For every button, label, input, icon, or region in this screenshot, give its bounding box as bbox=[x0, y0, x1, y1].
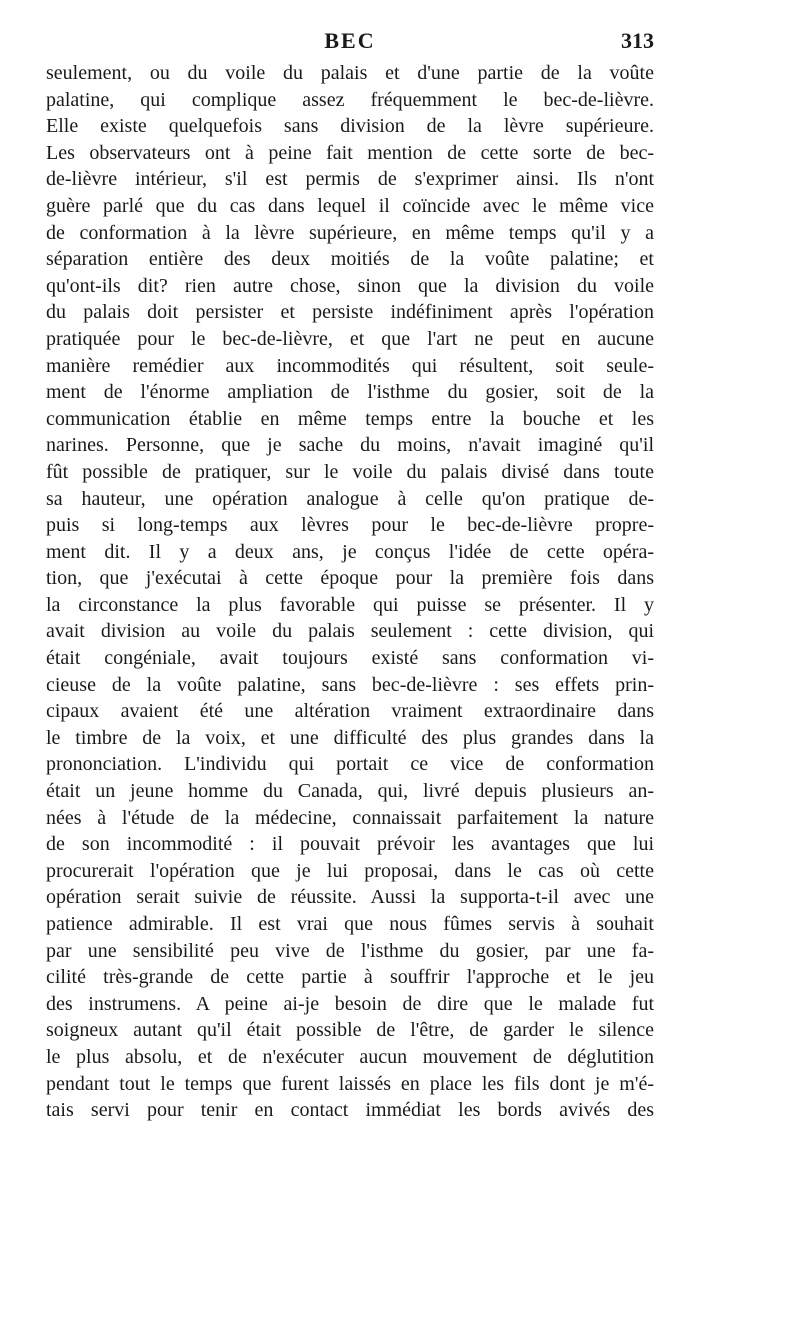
text-line: soigneux autant qu'il était possible de l'être, de garder le silence bbox=[46, 1019, 654, 1042]
text-line: communication établie en même temps entre la bouche et les bbox=[46, 407, 654, 430]
text-line: puis si long-temps aux lèvres pour le bec-de-lièvre propre- bbox=[46, 514, 654, 537]
text-line: cieuse de la voûte palatine, sans bec-de-lièvre : ses effets prin- bbox=[46, 673, 654, 696]
text-line: Les observateurs ont à peine fait mention de cette sorte de bec- bbox=[46, 141, 654, 164]
page-number: 313 bbox=[621, 28, 654, 53]
text-line: du palais doit persister et persiste indéfiniment après l'opération bbox=[46, 301, 654, 324]
body-text bbox=[46, 60, 654, 1124]
text-line: guère parlé que du cas dans lequel il coïncide avec le même vice bbox=[46, 194, 654, 217]
text-line: pratiquée pour le bec-de-lièvre, et que l'art ne peut en aucune bbox=[46, 327, 654, 350]
text-line: ment de l'énorme ampliation de l'isthme du gosier, soit de la bbox=[46, 381, 654, 404]
text-line: opération serait suivie de réussite. Aussi la supporta-t-il avec une bbox=[46, 886, 654, 909]
running-head bbox=[46, 28, 654, 58]
text-line: fût possible de pratiquer, sur le voile du palais divisé dans toute bbox=[46, 460, 654, 483]
text-line: Elle existe quelquefois sans division de la lèvre supérieure. bbox=[46, 115, 654, 138]
text-line: de conformation à la lèvre supérieure, en même temps qu'il y a bbox=[46, 221, 654, 244]
text-line: procurerait l'opération que je lui proposai, dans le cas où cette bbox=[46, 859, 654, 882]
text-line: tion, que j'exécutai à cette époque pour la première fois dans bbox=[46, 567, 654, 590]
text-line: cilité très-grande de cette partie à souffrir l'approche et le jeu bbox=[46, 966, 654, 989]
text-line: ment dit. Il y a deux ans, je conçus l'idée de cette opéra- bbox=[46, 540, 654, 563]
text-line: le timbre de la voix, et une difficulté des plus grandes dans la bbox=[46, 726, 654, 749]
text-line: avait division au voile du palais seulement : cette division, qui bbox=[46, 620, 654, 643]
text-line: le plus absolu, et de n'exécuter aucun mouvement de déglutition bbox=[46, 1045, 654, 1068]
text-line: était congéniale, avait toujours existé sans conformation vi- bbox=[46, 647, 654, 670]
text-line: de-lièvre intérieur, s'il est permis de s'exprimer ainsi. Ils n'ont bbox=[46, 168, 654, 191]
text-line: prononciation. L'individu qui portait ce vice de conformation bbox=[46, 753, 654, 776]
text-line: séparation entière des deux moitiés de la voûte palatine; et bbox=[46, 248, 654, 271]
text-line: nées à l'étude de la médecine, connaissait parfaitement la nature bbox=[46, 806, 654, 829]
text-line: sa hauteur, une opération analogue à celle qu'on pratique de- bbox=[46, 487, 654, 510]
text-line: de son incommodité : il pouvait prévoir les avantages que lui bbox=[46, 833, 654, 856]
text-line: tais servi pour tenir en contact immédiat les bords avivés des bbox=[46, 1099, 654, 1122]
text-line: manière remédier aux incommodités qui résultent, soit seule- bbox=[46, 354, 654, 377]
text-line: qu'ont-ils dit? rien autre chose, sinon que la division du voile bbox=[46, 274, 654, 297]
text-line: par une sensibilité peu vive de l'isthme du gosier, par une fa- bbox=[46, 939, 654, 962]
text-line: narines. Personne, que je sache du moins, n'avait imaginé qu'il bbox=[46, 434, 654, 457]
text-line: la circonstance la plus favorable qui puisse se présenter. Il y bbox=[46, 593, 654, 616]
text-line: palatine, qui complique assez fréquemment le bec-de-lièvre. bbox=[46, 88, 654, 111]
text-line: patience admirable. Il est vrai que nous fûmes servis à souhait bbox=[46, 913, 654, 935]
text-line: cipaux avaient été une altération vraiment extraordinaire dans bbox=[46, 700, 654, 723]
text-line: était un jeune homme du Canada, qui, livré depuis plusieurs an- bbox=[46, 780, 654, 803]
text-line: pendant tout le temps que furent laissés en place les fils dont je m'é- bbox=[46, 1072, 654, 1095]
running-title: BEC bbox=[324, 28, 376, 53]
text-line: seulement, ou du voile du palais et d'une partie de la voûte bbox=[46, 62, 654, 84]
text-line: des instrumens. A peine ai-je besoin de dire que le malade fut bbox=[46, 992, 654, 1015]
